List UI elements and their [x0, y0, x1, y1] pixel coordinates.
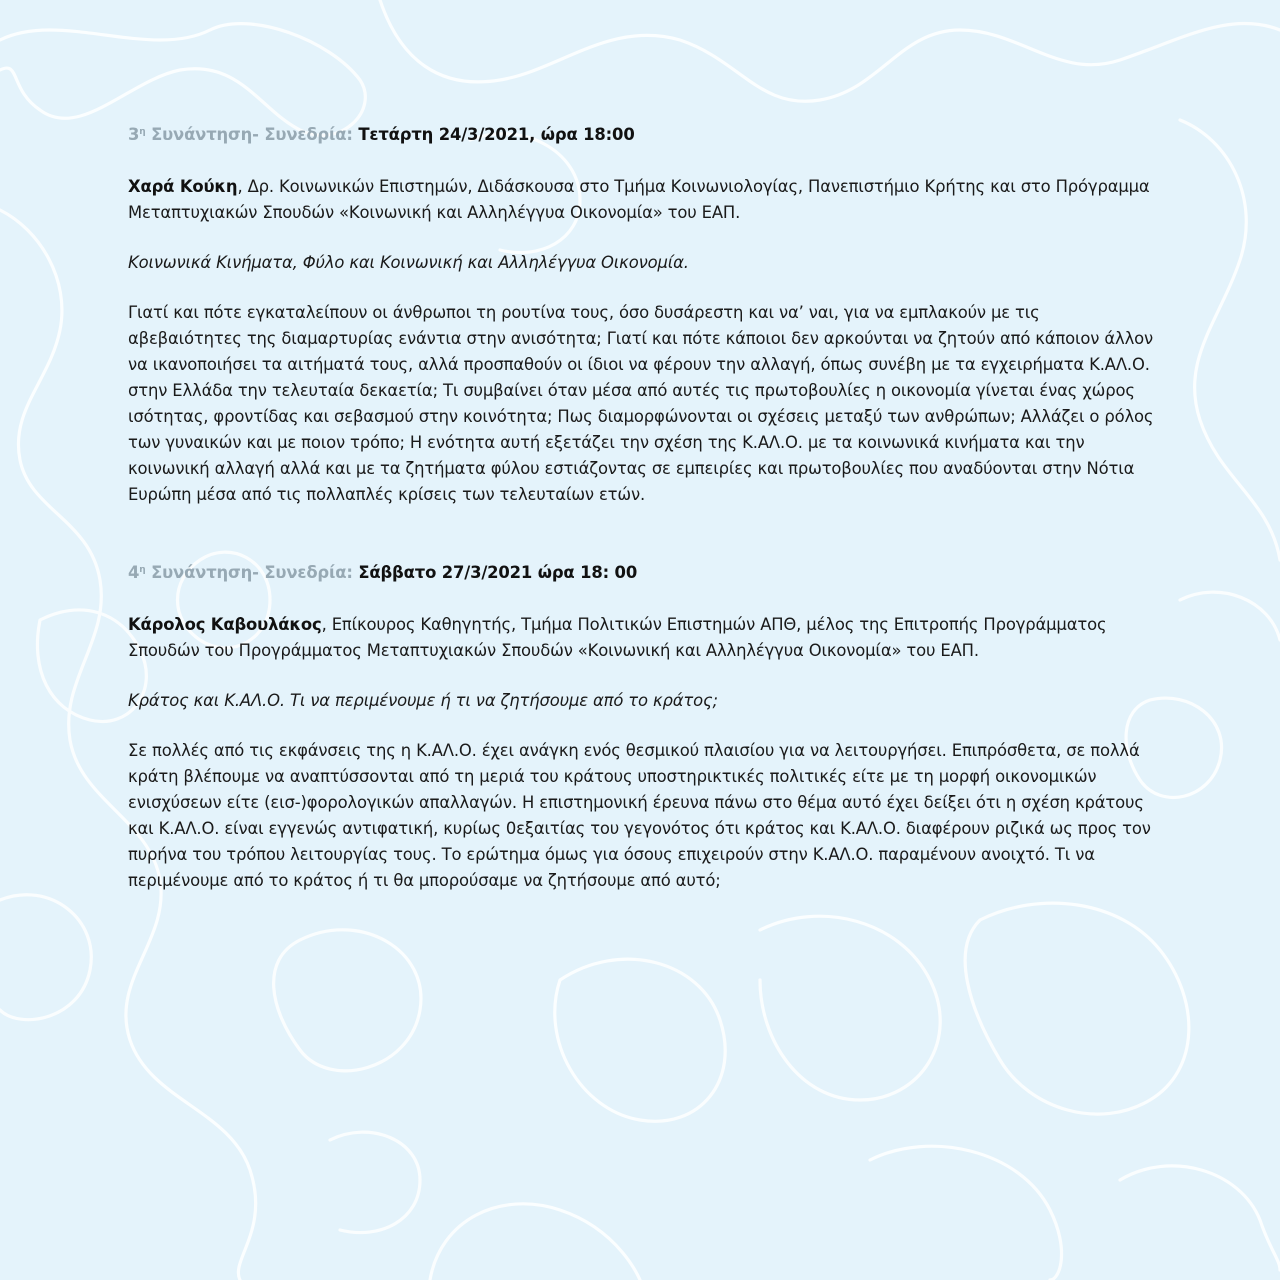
session-label: [128, 125, 353, 144]
session-number: 4: [128, 563, 140, 582]
ordinal-suffix: η: [139, 127, 146, 137]
abstract: Γιατί και πότε εγκαταλείπουν οι άνθρωποι τη ρουτίνα τους, όσο δυσάρεστη και να’ ναι, για να εμπλακούν με τις αβεβαιότητες της διαμαρτυρίας ενάντια στην ανισότητα; Γιατί και πότε κάποιοι δεν αρκούνται να ζητούν από κάποιον άλλον να ικανοποιήσει τα αιτήματά τους, αλλά προσπαθούν οι ίδιοι να φέρουν την αλλαγή, όπως συνέβη με τα εγχειρήματα Κ.ΑΛ.Ο. στην Ελλάδα την τελευταία δεκαετία; Τι συμβαίνει όταν μέσα από αυτές τις πρωτοβουλίες η οικονομία γίνεται ένας χώρος ισότητας, φροντίδας και σεβασμού στην κοινότητα; Πως διαμορφώνονται οι σχέσεις μεταξύ των ανθρώπων; Αλλάζει ο ρόλος των γυναικών και με ποιον τρόπο; Η ενότητα αυτή εξετάζει την σχέση της Κ.ΑΛ.Ο. με τα κοινωνικά κινήματα και την κοινωνική αλλαγή αλλά και με τα ζητήματα φύλου εστιάζοντας σε εμπειρίες και πρωτοβουλίες που αναδύονται στην Νότια Ευρώπη μέσα από τις πολλαπλές κρίσεις των τελευταίων ετών.: [128, 303, 1154, 504]
speaker-name: Κάρολος Καβουλάκος: [128, 615, 322, 634]
speaker-name: Χαρά Κούκη: [128, 177, 238, 196]
session-4: [128, 558, 1158, 894]
speaker-info: [128, 174, 1158, 226]
session-date: Τετάρτη 24/3/2021, ώρα 18:00: [352, 125, 635, 144]
speaker-info: [128, 612, 1158, 664]
session-number: 3: [128, 125, 140, 144]
talk-title: Κράτος και Κ.ΑΛ.Ο. Τι να περιμένουμε ή τι να ζητήσουμε από το κράτος;: [128, 691, 718, 710]
speaker-affiliation: , Δρ. Κοινωνικών Επιστημών, Διδάσκουσα στο Τμήμα Κοινωνιολογίας, Πανεπιστήμιο Κρήτης και στο Πρόγραμμα Μεταπτυχιακών Σπουδών «Κοινωνική και Αλληλέγγυα Οικονομία» του ΕΑΠ.: [128, 177, 1150, 222]
ordinal-suffix: η: [139, 565, 146, 575]
document-body: [128, 120, 1158, 894]
session-label: [128, 563, 353, 582]
session-3: [128, 120, 1158, 508]
abstract: Σε πολλές από τις εκφάνσεις της η Κ.ΑΛ.Ο. έχει ανάγκη ενός θεσμικού πλαισίου για να λειτουργήσει. Επιπρόσθετα, σε πολλά κράτη βλέπουμε να αναπτύσσονται από τη μεριά του κράτους υποστηρικτικές πολιτικές είτε με τη μορφή οικονομικών ενισχύσεων είτε (εισ-)φορολογικών απαλλαγών. Η επιστημονική έρευνα πάνω στο θέμα αυτό έχει δείξει ότι η σχέση κράτους και Κ.ΑΛ.Ο. είναι εγγενώς αντιφατική, κυρίως 0εξαιτίας του γεγονότος ότι κράτος και Κ.ΑΛ.Ο. διαφέρουν ριζικά ως προς τον πυρήνα του τρόπου λειτουργίας τους. Το ερώτημα όμως για όσους επιχειρούν στην Κ.ΑΛ.Ο. παραμένουν ανοιχτό. Τι να περιμένουμε από το κράτος ή τι θα μπορούσαμε να ζητήσουμε από αυτό;: [128, 741, 1151, 890]
session-heading: [128, 558, 1158, 588]
session-label-text: Συνάντηση- Συνεδρία:: [145, 563, 353, 582]
speaker-affiliation: , Επίκουρος Καθηγητής, Τμήμα Πολιτικών Επιστημών ΑΠΘ, μέλος της Επιτροπής Προγράμματος Σπουδών του Προγράμματος Μεταπτυχιακών Σπουδών «Κοινωνική και Αλληλέγγυα Οικονομία» του ΕΑΠ.: [128, 615, 1107, 660]
talk-title: Κοινωνικά Κινήματα, Φύλο και Κοινωνική και Αλληλέγγυα Οικονομία.: [128, 253, 689, 272]
session-heading: [128, 120, 1158, 150]
session-label-text: Συνάντηση- Συνεδρία:: [145, 125, 353, 144]
session-date: Σάββατο 27/3/2021 ώρα 18: 00: [352, 563, 638, 582]
